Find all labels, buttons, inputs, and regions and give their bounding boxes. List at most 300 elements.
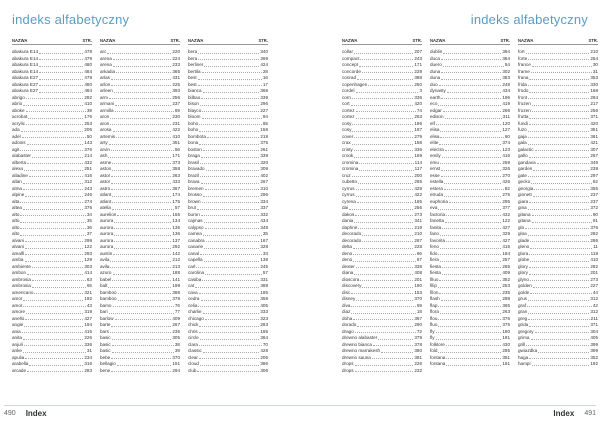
entry-name: clara: [188, 341, 198, 347]
entry-name: bloom: [188, 114, 201, 119]
entry-page: 427: [502, 237, 510, 243]
entry-name: frodo: [518, 88, 529, 93]
entry-page: 181: [502, 335, 510, 340]
page-number: 490: [4, 410, 16, 417]
entry-page: 399: [590, 348, 598, 353]
entry-page: 394: [502, 49, 510, 54]
leader-dots: [23, 101, 83, 106]
entry-page: 28: [262, 68, 268, 74]
entry-name: favorita: [430, 237, 446, 243]
entry-name: gloa: [518, 231, 527, 236]
entry-name: ernst: [430, 166, 441, 171]
leader-dots: [111, 355, 171, 360]
entry-name: apulia: [12, 354, 25, 360]
leader-dots: [23, 296, 83, 301]
entry-page: 230: [172, 114, 180, 119]
leader-dots: [34, 290, 83, 295]
leader-dots: [439, 140, 501, 145]
entry-page: 122: [502, 218, 510, 223]
entry-page: 253: [502, 283, 510, 288]
entry-name: arc: [100, 49, 107, 54]
entry-name: cosy: [342, 127, 352, 132]
leader-dots: [530, 277, 589, 282]
entry-page: 213: [172, 263, 180, 269]
entry-name: austin: [100, 250, 113, 256]
entry-page: 30: [592, 62, 598, 67]
entry-page: 82: [504, 185, 510, 191]
index-entry: [188, 368, 268, 375]
leader-dots: [531, 69, 592, 74]
leader-dots: [113, 62, 172, 67]
footer-label: Index: [25, 409, 47, 418]
entry-page: 375: [502, 322, 510, 327]
leader-dots: [442, 264, 501, 269]
entry-page: 3: [419, 88, 422, 93]
leader-dots: [355, 329, 416, 334]
entry-page: 225: [172, 81, 180, 87]
leader-dots: [528, 231, 590, 236]
entry-name: braga: [188, 153, 200, 158]
entry-page: 122: [84, 244, 92, 249]
leader-dots: [358, 225, 413, 230]
entry-page: 429: [414, 185, 422, 191]
entry-name: amor: [12, 296, 23, 301]
entry-page: 321: [84, 289, 92, 295]
leader-dots: [528, 127, 590, 132]
entry-page: 117: [414, 166, 422, 171]
leader-dots: [445, 218, 501, 223]
leader-dots: [446, 355, 501, 360]
entry-page: 129: [84, 257, 92, 262]
entry-name: golde: [518, 289, 530, 295]
entry-page: 393: [172, 88, 180, 93]
entry-page: 267: [260, 179, 268, 184]
entry-name: fano: [430, 231, 439, 236]
entry-name: fuzo: [518, 127, 527, 132]
entry-page: 188: [172, 270, 180, 275]
entry-page: 33: [262, 250, 268, 256]
entry-page: 296: [260, 192, 268, 197]
entry-page: 386: [260, 361, 268, 366]
entry-page: 251: [84, 166, 92, 171]
entry-name: dublin: [430, 49, 443, 54]
entry-page: 303: [84, 263, 92, 269]
leader-dots: [439, 277, 501, 282]
footer-rule: [300, 405, 596, 406]
right-page: [300, 0, 600, 424]
entry-name: chicago: [188, 315, 204, 321]
entry-page: 239: [590, 166, 598, 171]
leader-dots: [352, 127, 413, 132]
entry-name: earth: [430, 94, 441, 100]
entry-name: ginnett: [518, 192, 532, 197]
entry-page: 153: [414, 289, 422, 295]
entry-page: 85: [262, 120, 268, 126]
entry-name: duna: [430, 68, 441, 74]
entry-name: americano: [12, 289, 34, 295]
entry-page: 331: [260, 276, 268, 282]
entry-name: arosa: [100, 127, 112, 132]
entry-page: 274: [84, 198, 92, 204]
leader-dots: [438, 303, 501, 308]
entry-name: arena: [100, 55, 112, 61]
leader-dots: [24, 166, 83, 171]
leader-dots: [196, 264, 259, 269]
entry-page: 266: [502, 107, 510, 113]
entry-page: 219: [414, 224, 422, 230]
entry-name: arlas: [100, 75, 110, 80]
entry-name: astor: [100, 179, 111, 184]
entry-page: 69: [416, 302, 422, 308]
leader-dots: [356, 296, 413, 301]
leader-dots: [352, 121, 413, 126]
leader-dots: [443, 108, 502, 113]
leader-dots: [203, 147, 260, 152]
entry-page: 39: [174, 348, 180, 353]
leader-dots: [352, 173, 414, 178]
entry-name: gitana: [518, 218, 531, 223]
entry-name: dioscora: [342, 276, 360, 282]
entry-page: 311: [502, 114, 510, 119]
leader-dots: [526, 342, 589, 347]
leader-dots: [25, 244, 83, 249]
entry-page: 370: [172, 354, 180, 360]
leader-dots: [198, 303, 259, 308]
entry-page: 120: [502, 120, 510, 126]
entry-page: 410: [172, 133, 180, 139]
leader-dots: [112, 160, 171, 165]
entry-name: fly: [430, 328, 435, 334]
header-page: STR.: [258, 38, 268, 43]
entry-name: brazil: [188, 172, 199, 178]
entry-name: ambrosia: [12, 283, 31, 288]
entry-page: 196: [502, 94, 510, 100]
entry-name: gleno: [518, 244, 530, 249]
leader-dots: [27, 160, 83, 165]
entry-page: 44: [592, 289, 598, 295]
leader-dots: [359, 160, 413, 165]
leader-dots: [351, 290, 413, 295]
entry-page: 310: [260, 185, 268, 191]
leader-dots: [112, 348, 174, 353]
leader-dots: [25, 316, 83, 321]
entry-name: boston: [188, 146, 202, 152]
entry-page: 402: [260, 172, 268, 178]
entry-name: dakos: [342, 211, 355, 217]
entry-page: 431: [172, 75, 180, 80]
entry-name: avila: [100, 263, 110, 269]
leader-dots: [446, 361, 501, 366]
entry-page: 70: [262, 341, 268, 347]
entry-name: arcade: [12, 367, 27, 373]
entry-page: 42: [592, 302, 598, 308]
leader-dots: [438, 322, 501, 327]
leader-dots: [202, 69, 262, 74]
leader-dots: [381, 348, 413, 353]
entry-name: anjuli: [12, 341, 23, 347]
entry-page: 137: [172, 237, 180, 243]
leader-dots: [23, 205, 83, 210]
leader-dots: [39, 75, 83, 80]
entry-name: conrad: [342, 75, 357, 80]
entry-name: bravado: [188, 166, 205, 171]
index-entry: [342, 368, 422, 375]
index-entry: [430, 361, 510, 368]
leader-dots: [114, 225, 171, 230]
entry-name: bene: [100, 367, 111, 373]
entry-name: bremen: [188, 185, 204, 191]
leader-dots: [533, 283, 590, 288]
entry-name: cubetto: [342, 179, 358, 184]
leader-dots: [26, 121, 83, 126]
entry-page: 50: [86, 133, 92, 139]
leader-dots: [441, 296, 502, 301]
leader-dots: [23, 186, 83, 191]
leader-dots: [353, 244, 413, 249]
entry-name: flora: [430, 309, 439, 314]
entry-page: 339: [260, 153, 268, 158]
entry-page: 207: [414, 49, 422, 54]
leader-dots: [440, 309, 501, 314]
entry-name: abakura E14: [12, 62, 39, 67]
leader-dots: [440, 244, 501, 249]
entry-name: flou: [430, 315, 438, 321]
entry-name: abakura E14: [12, 49, 39, 54]
entry-page: 428: [260, 348, 268, 353]
leader-dots: [527, 303, 592, 308]
leader-dots: [440, 160, 501, 165]
entry-page: 138: [260, 257, 268, 262]
leader-dots: [442, 225, 501, 230]
entry-name: filuo: [430, 276, 439, 282]
entry-name: glora: [518, 250, 529, 256]
entry-page: 136: [172, 231, 180, 236]
entry-page: 184: [502, 250, 510, 256]
entry-page: 282: [84, 94, 92, 100]
entry-name: chick: [188, 322, 199, 327]
entry-page: 358: [172, 166, 180, 171]
leader-dots: [25, 355, 83, 360]
entry-name: canarie: [188, 244, 204, 249]
leader-dots: [436, 121, 501, 126]
leader-dots: [39, 88, 83, 93]
entry-name: disc: [342, 289, 351, 295]
leader-dots: [537, 160, 590, 165]
leader-dots: [114, 244, 171, 249]
entry-page: 210: [590, 49, 598, 54]
leader-dots: [39, 82, 83, 87]
entry-page: 54: [504, 62, 510, 67]
entry-name: gina: [518, 205, 527, 210]
leader-dots: [23, 335, 83, 340]
entry-page: 237: [590, 192, 598, 197]
entry-name: fold: [430, 348, 438, 353]
entry-page: 235: [172, 328, 180, 334]
entry-name: azuro: [100, 270, 112, 275]
entry-name: cromina: [342, 159, 359, 165]
leader-dots: [201, 212, 260, 217]
entry-name: filip: [430, 283, 437, 288]
entry-name: cat: [188, 283, 195, 288]
entry-page: 409: [172, 315, 180, 321]
entry-page: 169: [414, 153, 422, 158]
entry-page: 205: [260, 354, 268, 360]
leader-dots: [531, 335, 590, 340]
entry-name: berliner: [188, 62, 204, 67]
entry-name: fiera: [430, 257, 439, 262]
entry-page: 292: [172, 244, 180, 249]
entry-name: best: [188, 75, 197, 80]
entry-page: 405: [590, 335, 598, 340]
leader-dots: [20, 147, 83, 152]
entry-page: 302: [502, 68, 510, 74]
entry-page: 155: [172, 211, 180, 217]
entry-name: atlant: [100, 198, 112, 204]
leader-dots: [438, 348, 501, 353]
entry-page: 34: [86, 211, 92, 217]
entry-name: agit: [12, 146, 20, 152]
leader-dots: [200, 335, 260, 340]
leader-dots: [28, 114, 83, 119]
entry-page: 479: [84, 55, 92, 61]
leader-dots: [531, 179, 592, 184]
leader-dots: [349, 205, 413, 210]
leader-dots: [204, 244, 259, 249]
entry-name: clear: [188, 354, 198, 360]
entry-page: 422: [172, 127, 180, 132]
entry-page: 114: [414, 159, 422, 165]
leader-dots: [116, 134, 171, 139]
entry-page: 365: [502, 302, 510, 308]
entry-name: astro: [100, 185, 111, 191]
leader-dots: [110, 121, 171, 126]
leader-dots: [378, 335, 413, 340]
entry-name: filon: [430, 289, 439, 295]
leader-dots: [114, 88, 172, 93]
entry-page: 388: [172, 289, 180, 295]
entry-page: 434: [260, 218, 268, 223]
entry-name: gran: [518, 309, 528, 314]
entry-name: abakura E27: [12, 88, 39, 93]
leader-dots: [360, 277, 413, 282]
entry-name: chris: [188, 328, 198, 334]
leader-dots: [528, 82, 589, 87]
entry-name: georgia: [518, 185, 534, 191]
entry-name: celia: [188, 302, 198, 308]
entry-page: 376: [84, 205, 92, 210]
entry-page: 293: [84, 250, 92, 256]
entry-name: bamo: [100, 302, 112, 308]
entry-page: 263: [502, 309, 510, 314]
entry-name: aurora: [100, 218, 114, 223]
entry-name: carl: [188, 263, 196, 269]
leader-dots: [197, 368, 259, 373]
leader-dots: [446, 238, 501, 243]
entry-page: 60: [504, 133, 510, 139]
leader-dots: [359, 166, 413, 171]
entry-name: buron: [188, 211, 200, 217]
entry-name: balt: [100, 283, 108, 288]
leader-dots: [26, 309, 83, 314]
column-header: [430, 38, 510, 45]
entry-name: drewno marrakesh: [342, 348, 381, 353]
entry-name: elisa: [430, 127, 440, 132]
leader-dots: [39, 56, 83, 61]
index-column: [518, 38, 598, 374]
entry-page: 250: [414, 81, 422, 87]
leader-dots: [198, 49, 259, 54]
entry-name: arabella: [12, 361, 29, 366]
entry-name: gala: [518, 140, 527, 145]
entry-page: 364: [260, 335, 268, 340]
leader-dots: [32, 277, 86, 282]
leader-dots: [21, 127, 84, 132]
leader-dots: [529, 153, 590, 158]
leader-dots: [204, 62, 259, 67]
leader-dots: [107, 49, 171, 54]
entry-page: 376: [84, 146, 92, 152]
entry-name: alvani: [12, 237, 25, 243]
leader-dots: [112, 199, 171, 204]
leader-dots: [20, 218, 85, 223]
leader-dots: [351, 303, 415, 308]
leader-dots: [440, 127, 501, 132]
entry-page: 290: [414, 322, 422, 327]
leader-dots: [530, 244, 592, 249]
leader-dots: [526, 49, 590, 54]
entry-name: aurora: [100, 224, 114, 230]
entry-page: 378: [414, 341, 422, 347]
entry-name: dorado: [342, 322, 357, 327]
leader-dots: [20, 225, 85, 230]
entry-name: eva: [430, 205, 438, 210]
leader-dots: [199, 322, 259, 327]
entry-page: 421: [590, 140, 598, 145]
entry-name: aron: [100, 114, 110, 119]
entry-name: drewno bianca: [342, 341, 372, 347]
header-page: STR.: [500, 38, 510, 43]
entry-page: 232: [414, 367, 422, 373]
entry-name: emu: [430, 159, 439, 165]
leader-dots: [441, 95, 501, 100]
page-footer: [553, 409, 596, 418]
leader-dots: [27, 270, 83, 275]
entry-name: brasil: [188, 159, 199, 165]
entry-name: estella: [430, 179, 444, 184]
leader-dots: [354, 153, 413, 158]
entry-page: 334: [260, 198, 268, 204]
leader-dots: [444, 179, 501, 184]
entry-page: 227: [260, 107, 268, 113]
entry-name: arlon: [100, 81, 111, 87]
entry-page: 237: [172, 101, 180, 106]
leader-dots: [351, 309, 415, 314]
entry-name: allan: [12, 179, 22, 184]
entry-page: 158: [414, 140, 422, 145]
entry-page: 229: [414, 68, 422, 74]
entry-name: diaz: [342, 309, 351, 314]
entry-name: arm: [100, 94, 108, 100]
entry-page: 217: [590, 101, 598, 106]
leader-dots: [529, 270, 589, 275]
entry-name: drewno alabaster: [342, 335, 378, 340]
leader-dots: [441, 56, 501, 61]
entry-name: fiesta: [430, 263, 441, 269]
leader-dots: [529, 322, 589, 327]
entry-name: casiba: [188, 276, 202, 282]
entry-page: 426: [502, 179, 510, 184]
leader-dots: [110, 329, 171, 334]
